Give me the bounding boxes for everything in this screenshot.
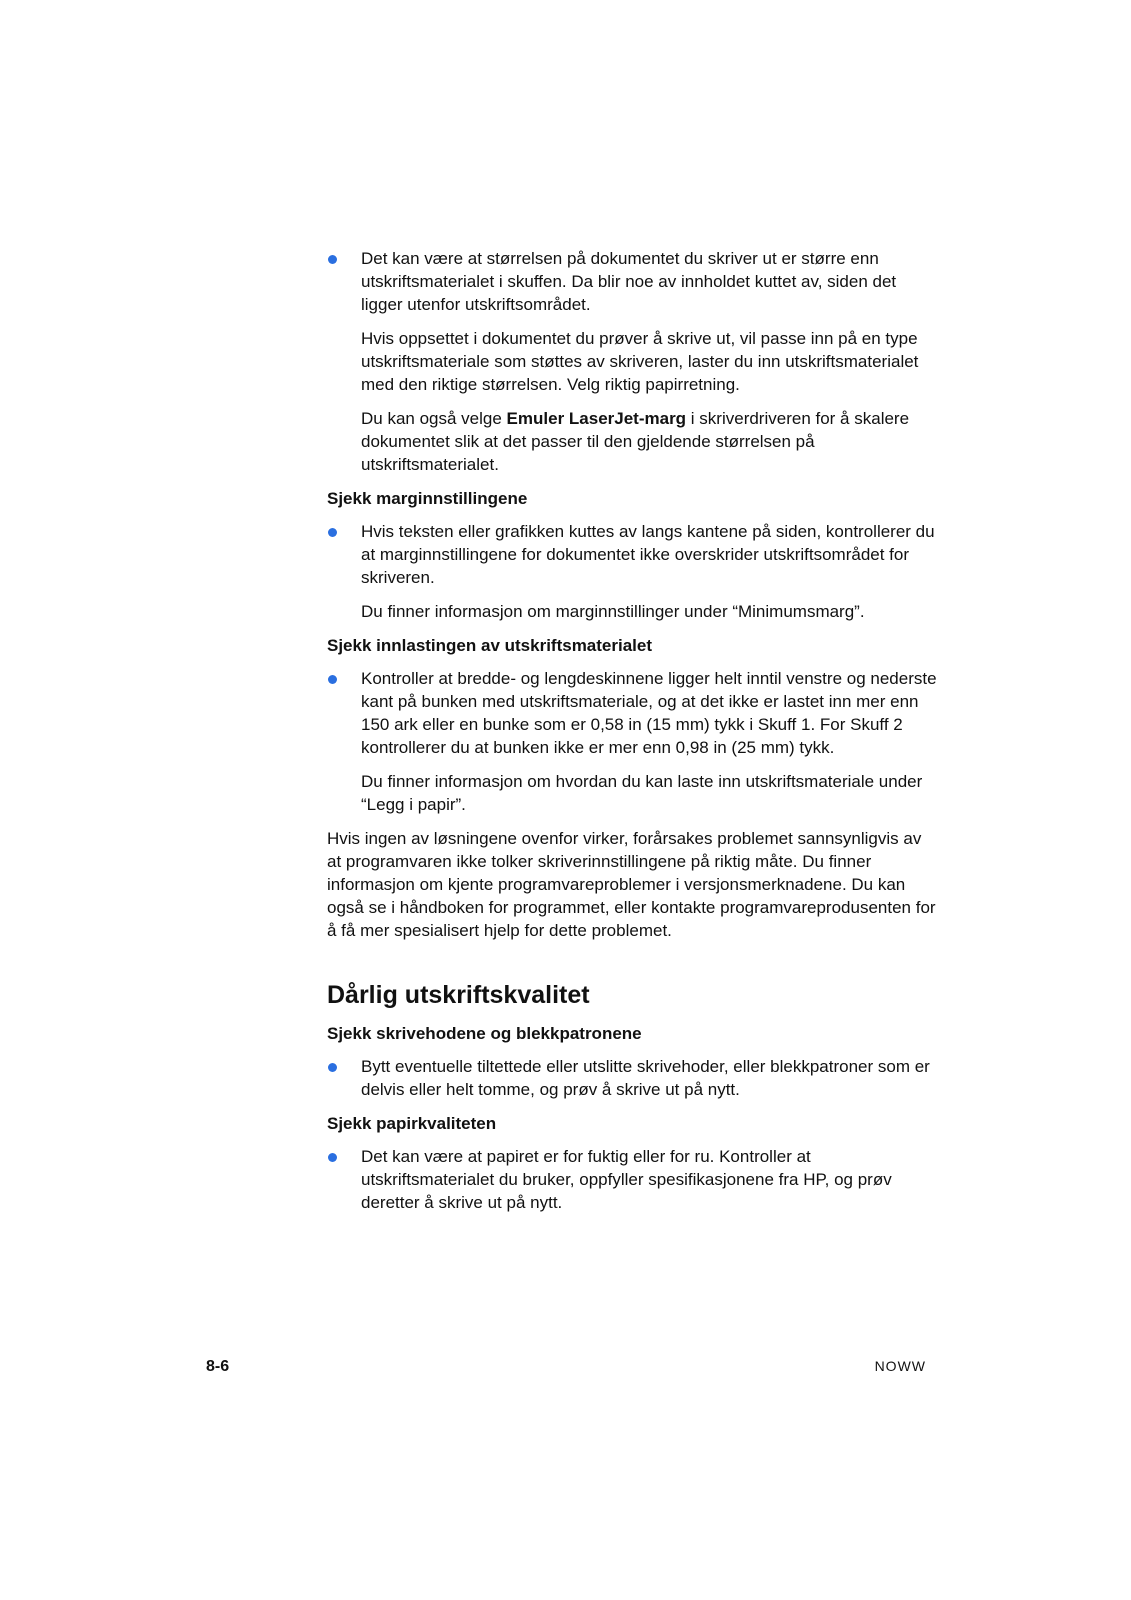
page-number: 8-6: [206, 1358, 230, 1375]
indented-paragraph: Du finner informasjon om hvordan du kan laste inn utskriftsmateriale under “Legg i papir”.: [361, 772, 923, 814]
subheading: Sjekk papirkvaliteten: [327, 1114, 497, 1133]
bullet-icon: [328, 1063, 337, 1072]
bullet-text: Bytt eventuelle tiltettede eller utslitte skrivehoder, eller blekkpatroner som er delvis eller helt tomme, og prøv å skrive ut på nytt.: [361, 1057, 930, 1099]
bullet-icon: [328, 528, 337, 537]
list-item: [327, 520, 937, 623]
bullet-icon: [328, 255, 337, 264]
list-item: [327, 1055, 937, 1101]
indented-paragraph: [361, 407, 937, 476]
bullet-text: Det kan være at papiret er for fuktig eller for ru. Kontroller at utskriftsmaterialet du bruker, oppfyller spesifikasjonene fra HP, og prøv deretter å skrive ut på nytt.: [361, 1147, 892, 1212]
bullet-text: Det kan være at størrelsen på dokumentet du skriver ut er større enn utskriftsmaterialet i skuffen. Da blir noe av innholdet kuttet av, siden det ligger utenfor utskriftsområdet.: [361, 249, 897, 314]
page-content: [327, 247, 937, 1214]
bold-term: Emuler LaserJet-marg: [506, 409, 687, 428]
document-code: NOWW: [874, 1358, 926, 1374]
indented-paragraph: Du finner informasjon om marginnstillinger under “Minimumsmarg”.: [361, 602, 865, 621]
paragraph-text: Du kan også velge: [361, 409, 507, 428]
subheading: Sjekk skrivehodene og blekkpatronene: [327, 1024, 642, 1043]
subheading: Sjekk innlastingen av utskriftsmaterialet: [327, 636, 653, 655]
bullet-text: Hvis teksten eller grafikken kuttes av langs kantene på siden, kontrollerer du at marginnstillingene for dokumentet ikke overskrider utskriftsområdet for skriveren.: [361, 522, 935, 587]
indented-paragraph: Hvis oppsettet i dokumentet du prøver å skrive ut, vil passe inn på en type utskriftsmateriale som støttes av skriveren, laster du inn utskriftsmaterialet med den riktige størrelsen. Velg riktig papirretning.: [361, 329, 919, 394]
body-paragraph: Hvis ingen av løsningene ovenfor virker, forårsakes problemet sannsynligvis av at programvaren ikke tolker skriverinnstillingene på riktig måte. Du finner informasjon om kjente programvareproblemer i versjonsmerknadene. Du kan også se i håndboken for programmet, eller kontakte programvareprodusenten for å få mer spesialisert hjelp for dette problemet.: [327, 829, 936, 940]
list-item: [327, 1145, 937, 1214]
list-item: [327, 667, 937, 816]
bullet-text: Kontroller at bredde- og lengdeskinnene ligger helt inntil venstre og nederste kant på bunken med utskriftsmateriale, og at det ikke er lastet inn mer enn 150 ark eller en bunke som er 0,58 in (15 mm) tykk i Skuff 1. For Skuff 2 kontrollerer du at bunken ikke er mer enn 0,98 in (25 mm) tykk.: [361, 669, 937, 757]
list-item: [327, 247, 937, 476]
paragraph-text: i skriverdriveren for å skalere dokumentet slik at det passer til den gjeldende størrelsen på utskriftsmaterialet.: [361, 409, 910, 474]
bullet-icon: [328, 1153, 337, 1162]
subheading: Sjekk marginnstillingene: [327, 489, 528, 508]
bullet-icon: [328, 675, 337, 684]
section-title: Dårlig utskriftskvalitet: [327, 981, 590, 1009]
